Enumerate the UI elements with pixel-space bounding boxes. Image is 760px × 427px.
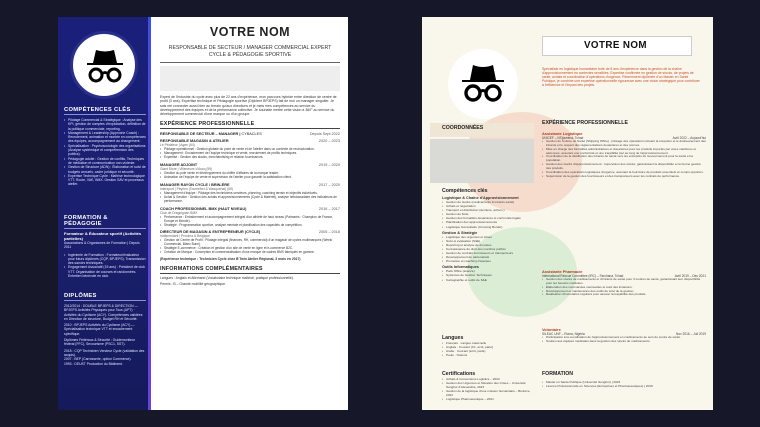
job-entry xyxy=(542,269,706,297)
list-item: • Reporting et analyse de données xyxy=(442,243,532,247)
cv2-pitch[interactable]: Spécialiste en logistique humanitaire forte de 8 ans d'expérience dans la gestion de la chaîne d'approvisionnement en contextes sensibles. Expertise confirmée en gestion de stocks, de projets de santé, achats et coordination d'opérations d'urgence. Récemment diplômée d'un Master en Santé Publique, je combine une expertise opérationnelle rigoureuse avec une vision stratégique pour contribuer à l'efficience et l'impact des projets. xyxy=(542,67,700,88)
job-date: Depuis Sept 2022 xyxy=(309,132,340,137)
list-item: • Gestion des stocks d'approvisionnement : supervision des stocks, garantissant la disponibilité et la bonne gestion des produits. xyxy=(542,163,706,171)
list-item: • Peule · Notions xyxy=(442,353,532,357)
list-item: • Management d'équipe : Pilotage des techniciens-vendeurs, planning, coaching terrain et objectifs individuels. xyxy=(160,192,340,196)
job-entry xyxy=(160,163,340,180)
job-date: Avril 2019 – Déc 2021 xyxy=(674,274,706,278)
list-item: • Arabe · Courant (écrit, parlé) xyxy=(442,349,532,353)
job-date: 2005 – 2016 xyxy=(318,230,340,235)
list-item: • Achats et négociation xyxy=(442,204,532,208)
job-entry: RESPONSABLE DE SECTEUR – MANAGER | CYBACLES Depuis Sept 2022 xyxy=(160,132,340,137)
list-item: • Pilotage opérationnel : Gestion globale du point de vente et de l'atelier dans un contexte de restructuration. xyxy=(160,148,340,152)
list-item: • Engagement Associatif (15 ans) : Président de club VTT. Organisation de courses et randonnées. Entretien bénévole en club. xyxy=(64,265,146,278)
list-item: • Pédagogie adulte : Gestion de conflits, Techniques de médiation et communication non-violente. xyxy=(64,157,146,166)
job-entry xyxy=(542,327,706,344)
list-item: • Management & Leadership (Approche Coach) : Recrutement, animation et montée en compétences des équipes, accompagnement au changement. xyxy=(64,131,146,144)
list-item: • Pilotage Commercial & Stratégique : Analyse des KPI, gestion de comptes d'exploitation, définition de la politique commerciale, reporting. xyxy=(64,118,146,131)
list-item: • Logistique humanitaire (Crossing Border) xyxy=(442,225,532,229)
list-item: • Animation de l'équipe de vente et supervision de l'atelier pour garantir la satisfaction client. xyxy=(160,176,340,180)
list-item: • Stratégie : Programmation sportive, analyse mentale et planification des capacités de compétition. xyxy=(160,224,340,228)
list-item: • Management : Encadrement de l'équipe technique et vente, recrutement de profils techniques. xyxy=(160,152,340,156)
info-title: INFORMATIONS COMPLÉMENTAIRES xyxy=(160,266,340,274)
cv1-grey-band xyxy=(160,66,340,91)
list-item: • Logistique des urgences et crises xyxy=(442,235,532,239)
competences-title: Compétences clés xyxy=(442,188,488,194)
job-entry xyxy=(542,131,706,178)
list-item: • Coordination des opérations logistiques d'urgence, assurant la fourniture de produits essentiels en temps opportun. xyxy=(542,171,706,175)
avatar xyxy=(70,31,138,99)
job-place: Indépendant | Proxima & Belgique xyxy=(160,234,210,239)
list-item: • Performance : Entraînement et accompagnement intégral d'un athlète de haut niveau (Palmarès : Champion de France, Europe et Monde). xyxy=(160,216,340,224)
job-title: RESPONSABLE MAGASIN & ATELIER xyxy=(160,139,229,144)
competences-list xyxy=(64,118,146,187)
job-title: MANAGER ADJOINT xyxy=(160,163,198,168)
job-place: Le Pédaleur | Agen (64) xyxy=(160,143,195,148)
list-item: • Réalisation d'inventaires réguliers pour assurer la traçabilité des produits. xyxy=(542,293,706,297)
incognito-icon xyxy=(459,61,507,105)
job-date: 2020 – 2023 xyxy=(318,139,340,144)
certif-title: Certifications xyxy=(442,371,476,377)
list-item: • Mise en charge des formalités administratives et douanières pour les produits importés par voies maritimes et aériennes, assurant une conformité et une traçabilité tout au long de l'approvisionnement. xyxy=(542,148,706,156)
list-item: • Gestion de l'entrée de Santé (Shipping Office) : pilotage des opérations incluant la réception et le dédouanement des intrants et le respect des réglementations douanières et des normes. xyxy=(542,140,706,148)
formation-title: FORMATION xyxy=(542,371,574,377)
coord-title: COORDONNÉES xyxy=(442,125,484,131)
sidebar-accent-strip xyxy=(148,17,151,410)
info-line: Permis : B – Grande mobilité géographique. xyxy=(160,282,226,287)
avatar xyxy=(448,49,518,119)
job-org: UNICEF – N'Djaména, Tchad xyxy=(542,136,584,140)
competences-title: COMPÉTENCES CLÉS xyxy=(64,107,146,115)
job-date: 2019 – 2020 xyxy=(318,163,340,168)
job-title: Assistante Logistique xyxy=(542,131,583,136)
list-item: • Stratégie E-commerce : Création et gestion d'un site de vente en ligne et e-commerce B2C. xyxy=(160,247,340,251)
comp-group-title: Gestion & Stratégie xyxy=(442,230,478,235)
job-org: SILEAC UNF – Roma, Nigéria xyxy=(542,332,585,336)
cv2-right-column xyxy=(542,17,709,410)
diplome-item: 2012/2014 : DOUBLE BPJEPS & DIRECTION — BPJEPS Activités Physiques pour Tous (APT) · Activités du Cyclisme (ACY). Compétences validées en Direction de structure, Budget RH et Sécurité. xyxy=(64,304,143,321)
list-item: • Achat & Gestion : Gestion des achats et approvisionnements (Cycle & Matériel), analyse hebdomadaire des indicateurs de performance. xyxy=(160,196,340,204)
info-line: Langues : Anglais et Allemand (Vocabulaire technique maîtrisé, pratique professionnelle). xyxy=(160,276,294,281)
langues-section xyxy=(442,335,532,357)
list-item: • Cartographie et outils de S&E xyxy=(442,278,532,282)
list-item: • Planification des approvisionnements xyxy=(442,220,532,224)
diplome-item: 2018 : CQP Technicien Vendeur Cycle (validation des acquis). xyxy=(64,348,145,357)
list-item: • Supervision de la gestion des fournisseurs et des transporteurs avec les contrats de performance. xyxy=(542,175,706,179)
list-item: • Systèmes de Gestion Techniques xyxy=(442,273,532,277)
job-date: 2016 – 2017 xyxy=(318,206,340,211)
list-item: • Gestion de stocks (médicaments & intrants santé) xyxy=(442,200,532,204)
competences-section xyxy=(442,188,532,282)
job-org: International Rescue Committee (IRC) – Farchana, Tchad xyxy=(542,274,624,278)
list-item: • Gestion de Centre de Profit : Pilotage intégral (finances, RH, commercial) d'un magasin de cycles multimarques (Weelo Commercial, Blanc Bunn). xyxy=(160,239,340,247)
list-item: • Suivi et évaluation (S&E) xyxy=(442,239,532,243)
job-title: COACH PROFESSIONNEL BMX (HAUT NIVEAU) xyxy=(160,206,247,211)
job-place: Club de Draguignan BMX xyxy=(160,210,198,215)
list-item: • Gestion de contrats fournisseurs et transporteurs xyxy=(442,251,532,255)
list-item: • Coordination de la distribution des intrants de santé vers les entrepôts du Gouvernement pour la santé et la population. xyxy=(542,155,706,163)
langues-title: Langues xyxy=(442,335,464,341)
job-entry xyxy=(160,139,340,160)
job-title: Assistante Pharmacie xyxy=(542,269,583,274)
comp-group-title: Logistique & Chaîne d'Approvisionnement xyxy=(442,196,519,200)
cv1-role[interactable]: RESPONSABLE DE SECTEUR / MANAGER COMMERCIAL EXPERT CYCLE & PÉDAGOGIE SPORTIVE xyxy=(168,45,332,58)
job-date: 2017 – 2020 xyxy=(318,183,340,187)
list-item: • Gestion des formalités douanières et conformité légale xyxy=(442,216,532,220)
job-title: RESPONSABLE DE SECTEUR – MANAGER xyxy=(160,132,239,137)
job-entry xyxy=(160,230,340,255)
list-item: • Gestion des stocks de médicaments et d'intrants de santé pour 3 centres de santé, garantissant leur disponibilité pour les besoins médicaux. xyxy=(542,278,706,286)
job-place: Giant Store | Villeneuve-d'Ascq (59) xyxy=(160,167,213,172)
list-item: • Gestion des Urgences et Situation des Crises – Université Senghor d'Alexandrie, 2023 xyxy=(442,381,532,389)
list-item: • Transport et distribution (dernière, achem.) xyxy=(442,208,532,212)
formation-text: Associations & Organismes de Formation | Depuis 2011 xyxy=(64,241,140,250)
experience-title: EXPÉRIENCE PROFESSIONNELLE xyxy=(160,121,340,129)
formation-list xyxy=(542,381,706,389)
coord-box xyxy=(430,139,534,183)
comp-group-title: Outils Informatiques xyxy=(442,265,479,270)
list-item: • Création de Marque : Conception et commercialisation d'une marque de cadres BMX fabriqués en gamme. xyxy=(160,251,340,255)
experience-title: EXPÉRIENCE PROFESSIONNELLE xyxy=(542,120,628,126)
list-item: • Développement de partenariats xyxy=(442,255,532,259)
list-item: • Connaissance du droit des marchés publics xyxy=(442,247,532,251)
list-item: • Logistique Pharmaceutique – 2021 xyxy=(442,397,532,401)
cv2-left-column xyxy=(430,17,534,410)
diplome-item: 2010 : BPJEPS Activités du Cyclisme (ACY) — Spécialisation technique VTT et encadrement spécifique. xyxy=(64,323,135,336)
list-item: • Ingénierie de Formation : Formateur/évaluateur pour futurs diplômés (CQP, BPJEPS). Transmission des savoirs techniques. xyxy=(64,253,146,266)
list-item: • Expertise Technique Cycle : Maîtrise technologique VTT, Route, VAE, BMX. Gestion SAV et processus atelier. xyxy=(64,174,146,187)
divider xyxy=(160,62,340,63)
diplome-item: 2007 : BEP (Carrosserie, option Commerce). xyxy=(64,357,132,362)
list-item: • Expertise : Gestion des stocks, merchandising et relation fournisseurs. xyxy=(160,156,340,160)
list-item: • Anglais · Courant (C1, écrit, parlé) xyxy=(442,345,532,349)
list-item: • Français · Langue maternelle xyxy=(442,341,532,345)
list-item: • Gestion de flotte xyxy=(442,212,532,216)
job-company: CYBACLES xyxy=(241,132,262,137)
list-item: • Achats & Conventions Logistics – 2024 xyxy=(442,377,532,381)
cv1-summary[interactable]: Expert de l'industrie du cycle avec plus de 22 ans d'expérience, mon parcours hybride entre direction de centre de profit (3 ans), Expertise technique et Pédagogie sportive (Diplômé BPJEPS) fait de moi un manager singulier. Je sais me connecter aussi bien au terrain qu'aux directions et je mets mes compétences au service du développement des équipes et de la performance collective. Je souhaite mettre cette vision à 360° au service du développement commercial d'une marque ou d'un groupe. xyxy=(160,94,337,117)
cv-template-blue[interactable] xyxy=(58,17,348,410)
cv1-name[interactable]: VOTRE NOM xyxy=(209,25,291,39)
early-experience: (Expérience technique : Technicien Cycle chez B'Twin Atelier Régional, 3 mois en 2017) xyxy=(160,257,301,262)
cv1-main xyxy=(156,17,344,410)
list-item: • Développement et maintenance des outils de suivi de la gestion. xyxy=(542,290,706,294)
list-item: • Licence Professionnelle en Sciences (Entreprises et Pharmaceutiques) | 2019 xyxy=(542,385,706,389)
list-item: • Gestion de la logistique d'une mission humanitaire – Bioforce, 2023 xyxy=(442,389,532,397)
job-title: Volontaire xyxy=(542,327,561,332)
cv-template-beige[interactable] xyxy=(422,17,713,410)
list-item: • Élaboration des commandes mensuelles et suivi des livraisons. xyxy=(542,286,706,290)
list-item: • Participation à la coordination de l'approvisionnement en médicaments au sein du centre de santé. xyxy=(542,336,706,340)
list-item: • Master en Santé Publique (Université Senghor) | 2023 xyxy=(542,381,706,385)
list-item: • Gestion de Structure (ADN) : Élaboration et suivi de budgets annuels, cadre juridique et sécurité. xyxy=(64,165,146,174)
job-date: Avril 2022 – Aujourd'hui xyxy=(672,136,706,140)
formation-list xyxy=(64,253,146,279)
formation-title: FORMATION & PÉDAGOGIE xyxy=(64,215,146,229)
certifications-section xyxy=(442,371,532,402)
list-item: • Promotion et coaching d'équipes xyxy=(442,259,532,263)
formation-subtitle: Formateur & Éducateur sportif (Activités partielles) xyxy=(64,231,142,241)
diplomes-title: DIPLÔMES xyxy=(64,293,146,301)
job-entry xyxy=(160,207,340,228)
incognito-icon xyxy=(83,46,127,86)
job-entry xyxy=(160,183,340,204)
job-date: Nov 2016 – Juil 2019 xyxy=(676,332,706,336)
job-title: DIRECTEUR DE MAGASIN & ENTREPRENEUR (CYCLE) xyxy=(160,230,261,235)
list-item: • Spécialisation : Psychosociologie des organisations (Analyse systémique et compréhension des publics). xyxy=(64,144,146,157)
cv2-name[interactable]: VOTRE NOM xyxy=(584,40,647,51)
job-place: Intersport | Peyrieu (Tournefort & Wasquehal) (59) xyxy=(160,187,233,191)
list-item: • Soutien aux équipes médicales dans la gestion des stocks de médicaments. xyxy=(542,340,706,344)
diplome-item: 1993 : DEUST Production du Bâtiment. xyxy=(64,361,123,366)
list-item: • Pack Office (avancé) xyxy=(442,269,532,273)
list-item: • Gestion du pôle vente et développement du chiffre d'affaires de la marque leader. xyxy=(160,172,340,176)
diplome-item: Diplômes Fédéraux & Sécurité : Guidemoniteur fédéral (FFC), Secourisme (PSC1, SST). xyxy=(64,338,136,347)
cv1-sidebar xyxy=(58,17,151,410)
job-title: MANAGER RAYON CYCLE / BRIN-ÉRE xyxy=(160,183,230,187)
